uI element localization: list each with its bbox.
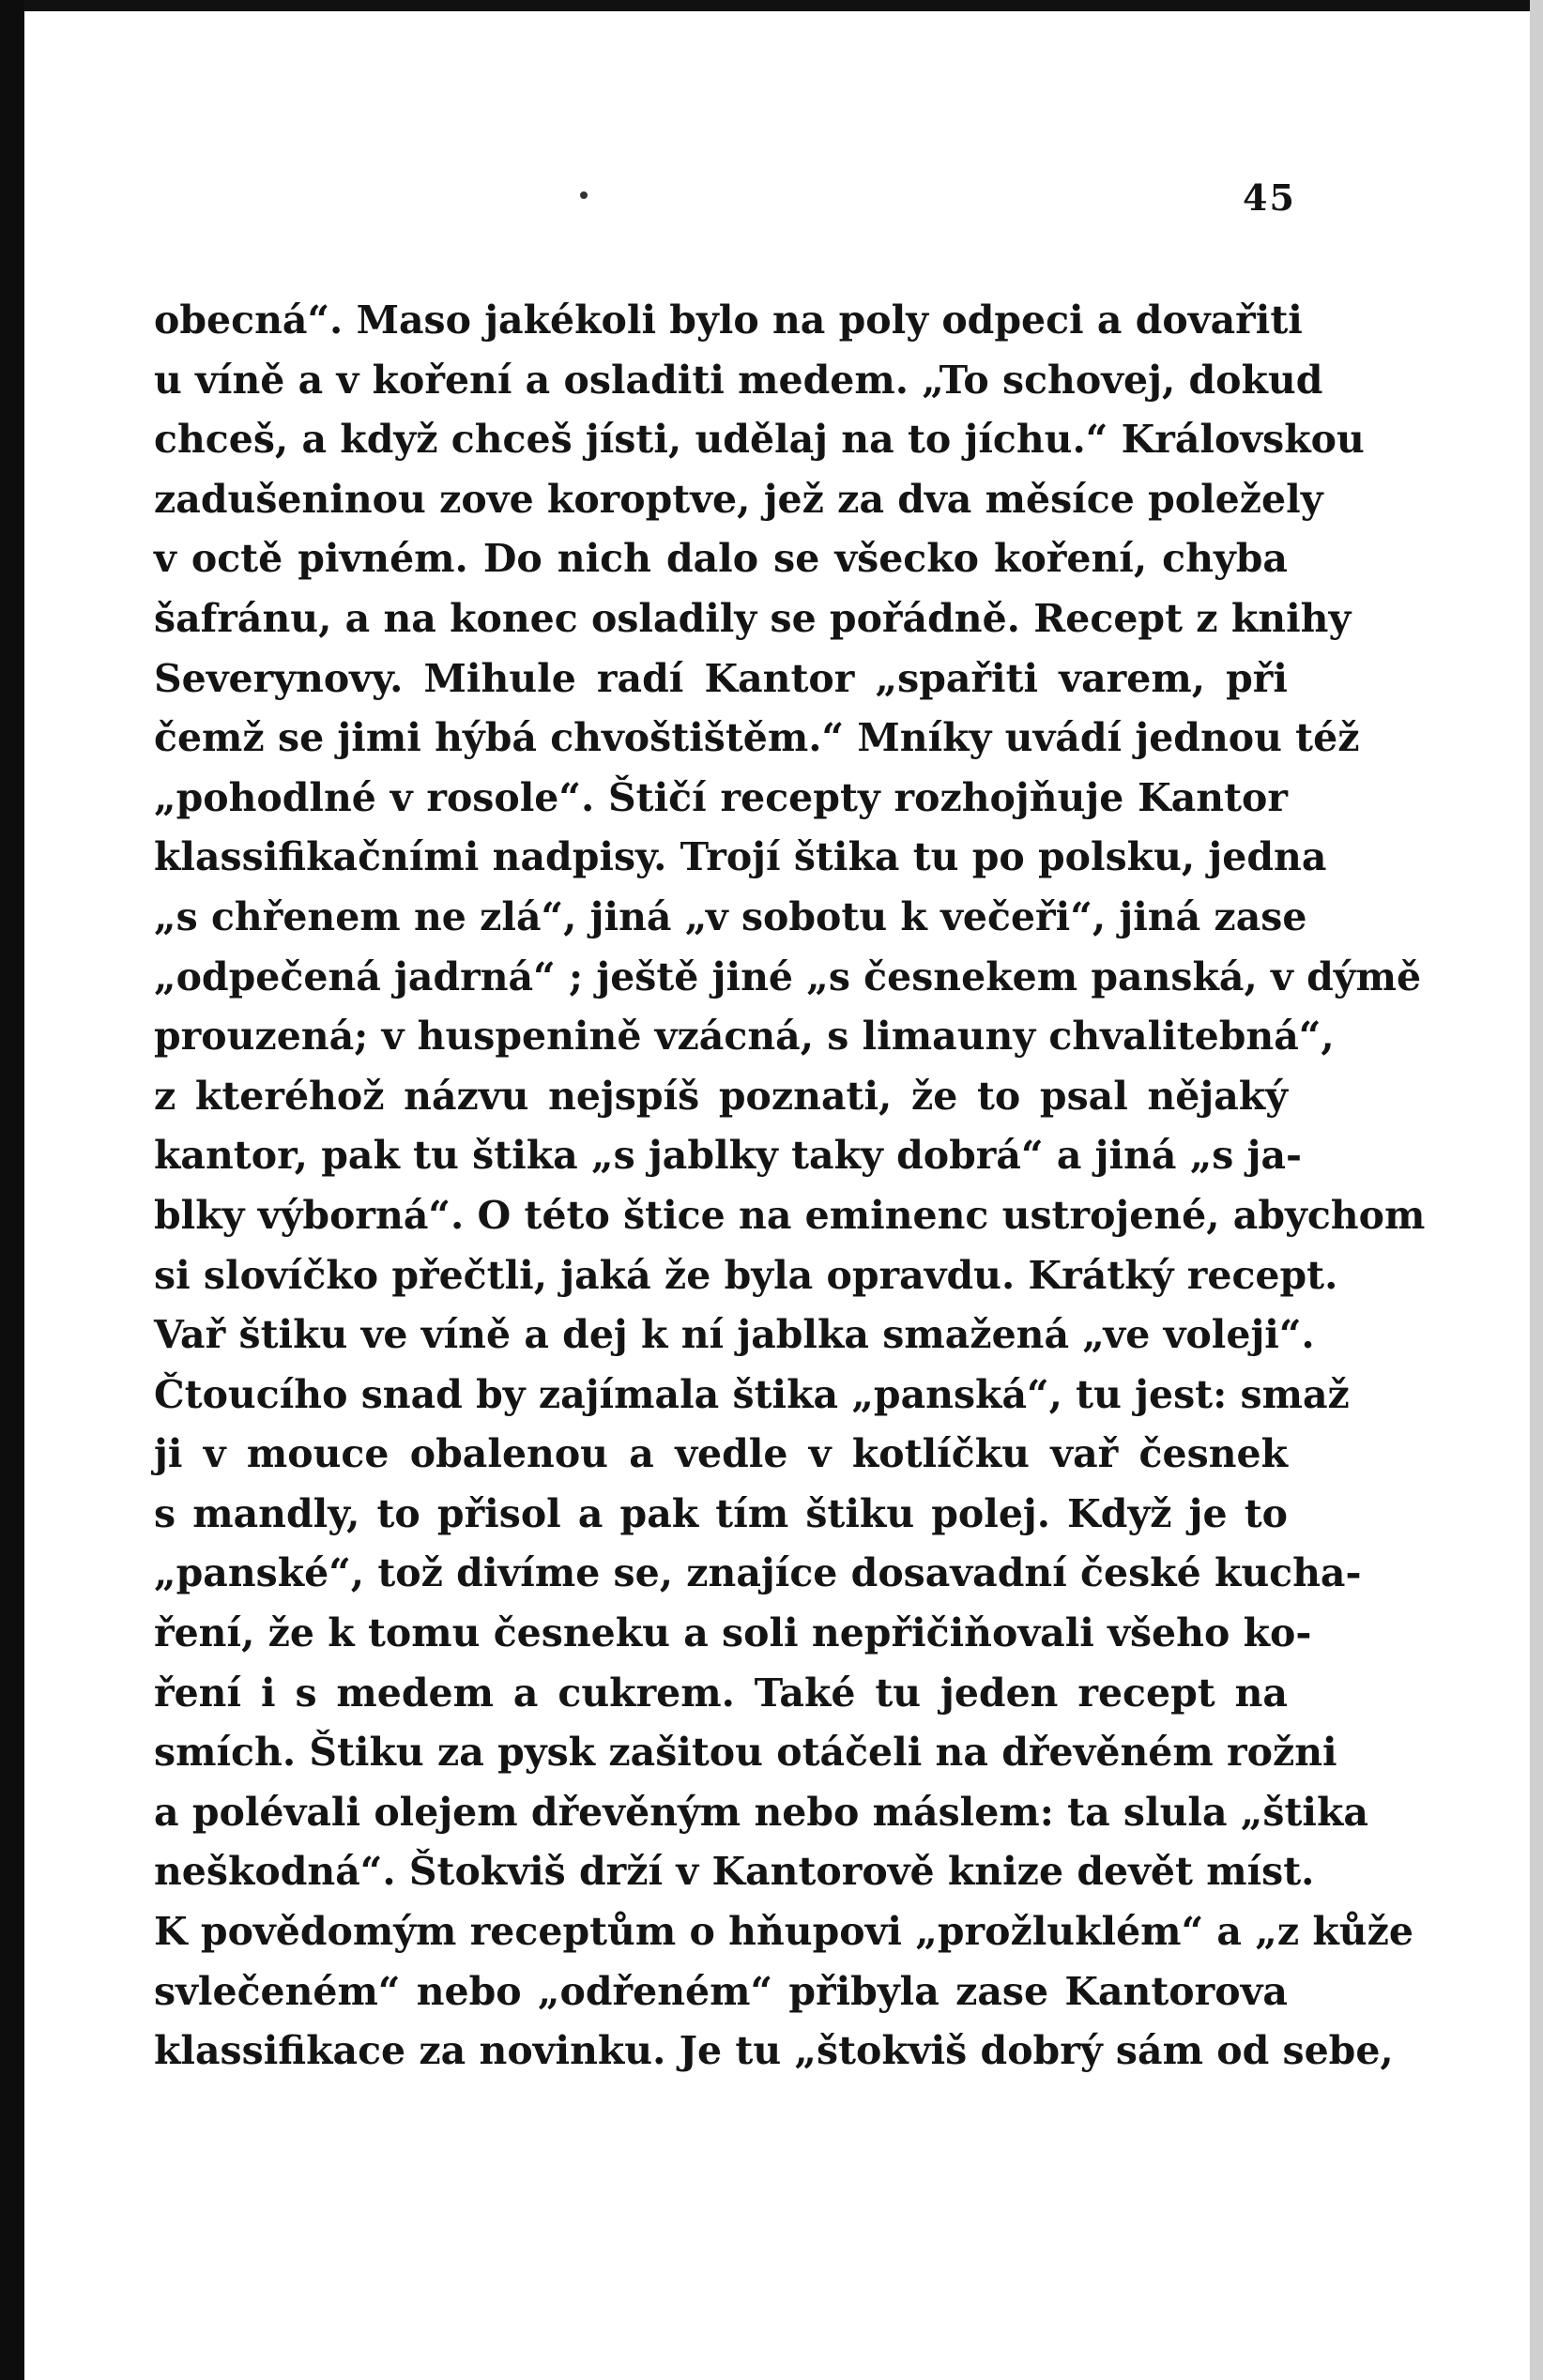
- text-line: svlečeném“ nebo „odřeném“ přibyla zase Kantorova: [154, 1968, 1288, 2014]
- ink-speck: [580, 191, 588, 199]
- text-line: chceš, a když chceš jísti, udělaj na to jíchu.“ Královskou: [154, 417, 1365, 463]
- text-line: u víně a v koření a osladiti medem. „To schovej, dokud: [154, 357, 1323, 403]
- text-line: K povědomým receptům o hňupovi „prožluklém“ a „z kůže: [154, 1909, 1413, 1955]
- text-line: klassifikačními nadpisy. Trojí štika tu po polsku, jedna: [154, 834, 1327, 880]
- text-line: smích. Štiku za pysk zašitou otáčeli na dřevěném rožni: [154, 1730, 1337, 1776]
- scan-binding-edge: [0, 0, 24, 2380]
- text-line: v octě pivném. Do nich dalo se všecko koření, chyba: [154, 536, 1288, 582]
- text-line: „odpečená jadrná“ ; ještě jiné „s česnekem panská, v dýmě: [154, 954, 1422, 999]
- text-line: s mandly, to přisol a pak tím štiku polej. Když je to: [154, 1490, 1288, 1536]
- text-line: z kteréhož názvu nejspíš poznati, že to psal nějaký: [154, 1073, 1288, 1119]
- text-line: ji v mouce obalenou a vedle v kotlíčku vař česnek: [154, 1431, 1288, 1477]
- text-line: ření, že k tomu česneku a soli nepřičiňovali všeho ko-: [154, 1610, 1312, 1656]
- text-line: obecná“. Maso jakékoli bylo na poly odpeci a dovařiti: [154, 298, 1303, 343]
- text-line: kantor, pak tu štika „s jablky taky dobrá“ a jiná „s ja-: [154, 1133, 1303, 1179]
- body-text: [154, 291, 1426, 2082]
- text-line: šafránu, a na konec osladily se pořádně. Recept z knihy: [154, 595, 1352, 641]
- text-line: blky výborná“. O této štice na eminenc ustrojené, abychom: [154, 1192, 1426, 1238]
- text-line: „panské“, tož divíme se, znajíce dosavadní české kucha-: [154, 1550, 1362, 1596]
- text-line: klassifikace za novinku. Je tu „štokviš dobrý sám od sebe,: [154, 2028, 1394, 2074]
- text-line: prouzená; v huspenině vzácná, s limauny chvalitebná“,: [154, 1014, 1335, 1060]
- text-line: Vař štiku ve víně a dej k ní jablka smažená „ve voleji“.: [154, 1312, 1315, 1358]
- text-line: Čtoucího snad by zajímala štika „panská“, tu jest: smaž: [154, 1371, 1350, 1417]
- text-line: ření i s medem a cukrem. Také tu jeden recept na: [154, 1670, 1288, 1716]
- text-line: si slovíčko přečtli, jaká že byla opravdu. Krátký recept.: [154, 1252, 1338, 1298]
- text-line: a polévali olejem dřevěným nebo máslem: ta slula „štika: [154, 1789, 1368, 1835]
- text-line: „s chřenem ne zlá“, jiná „v sobotu k večeři“, jiná zase: [154, 893, 1307, 939]
- text-line: neškodná“. Štokviš drží v Kantorově knize devět míst.: [154, 1849, 1315, 1895]
- page-number: 45: [1243, 176, 1296, 219]
- text-line: čemž se jimi hýbá chvoštištěm.“ Mníky uvádí jednou též: [154, 715, 1360, 761]
- text-line: Severynovy. Mihule radí Kantor „spařiti varem, při: [154, 655, 1288, 701]
- scan-right-edge: [1530, 0, 1543, 2380]
- text-line: zadušeninou zove koroptve, jež za dva měsíce poležely: [154, 476, 1323, 522]
- text-line: „pohodlné v rosole“. Štičí recepty rozhojňuje Kantor: [154, 774, 1288, 820]
- scan-top-edge: [0, 0, 1543, 11]
